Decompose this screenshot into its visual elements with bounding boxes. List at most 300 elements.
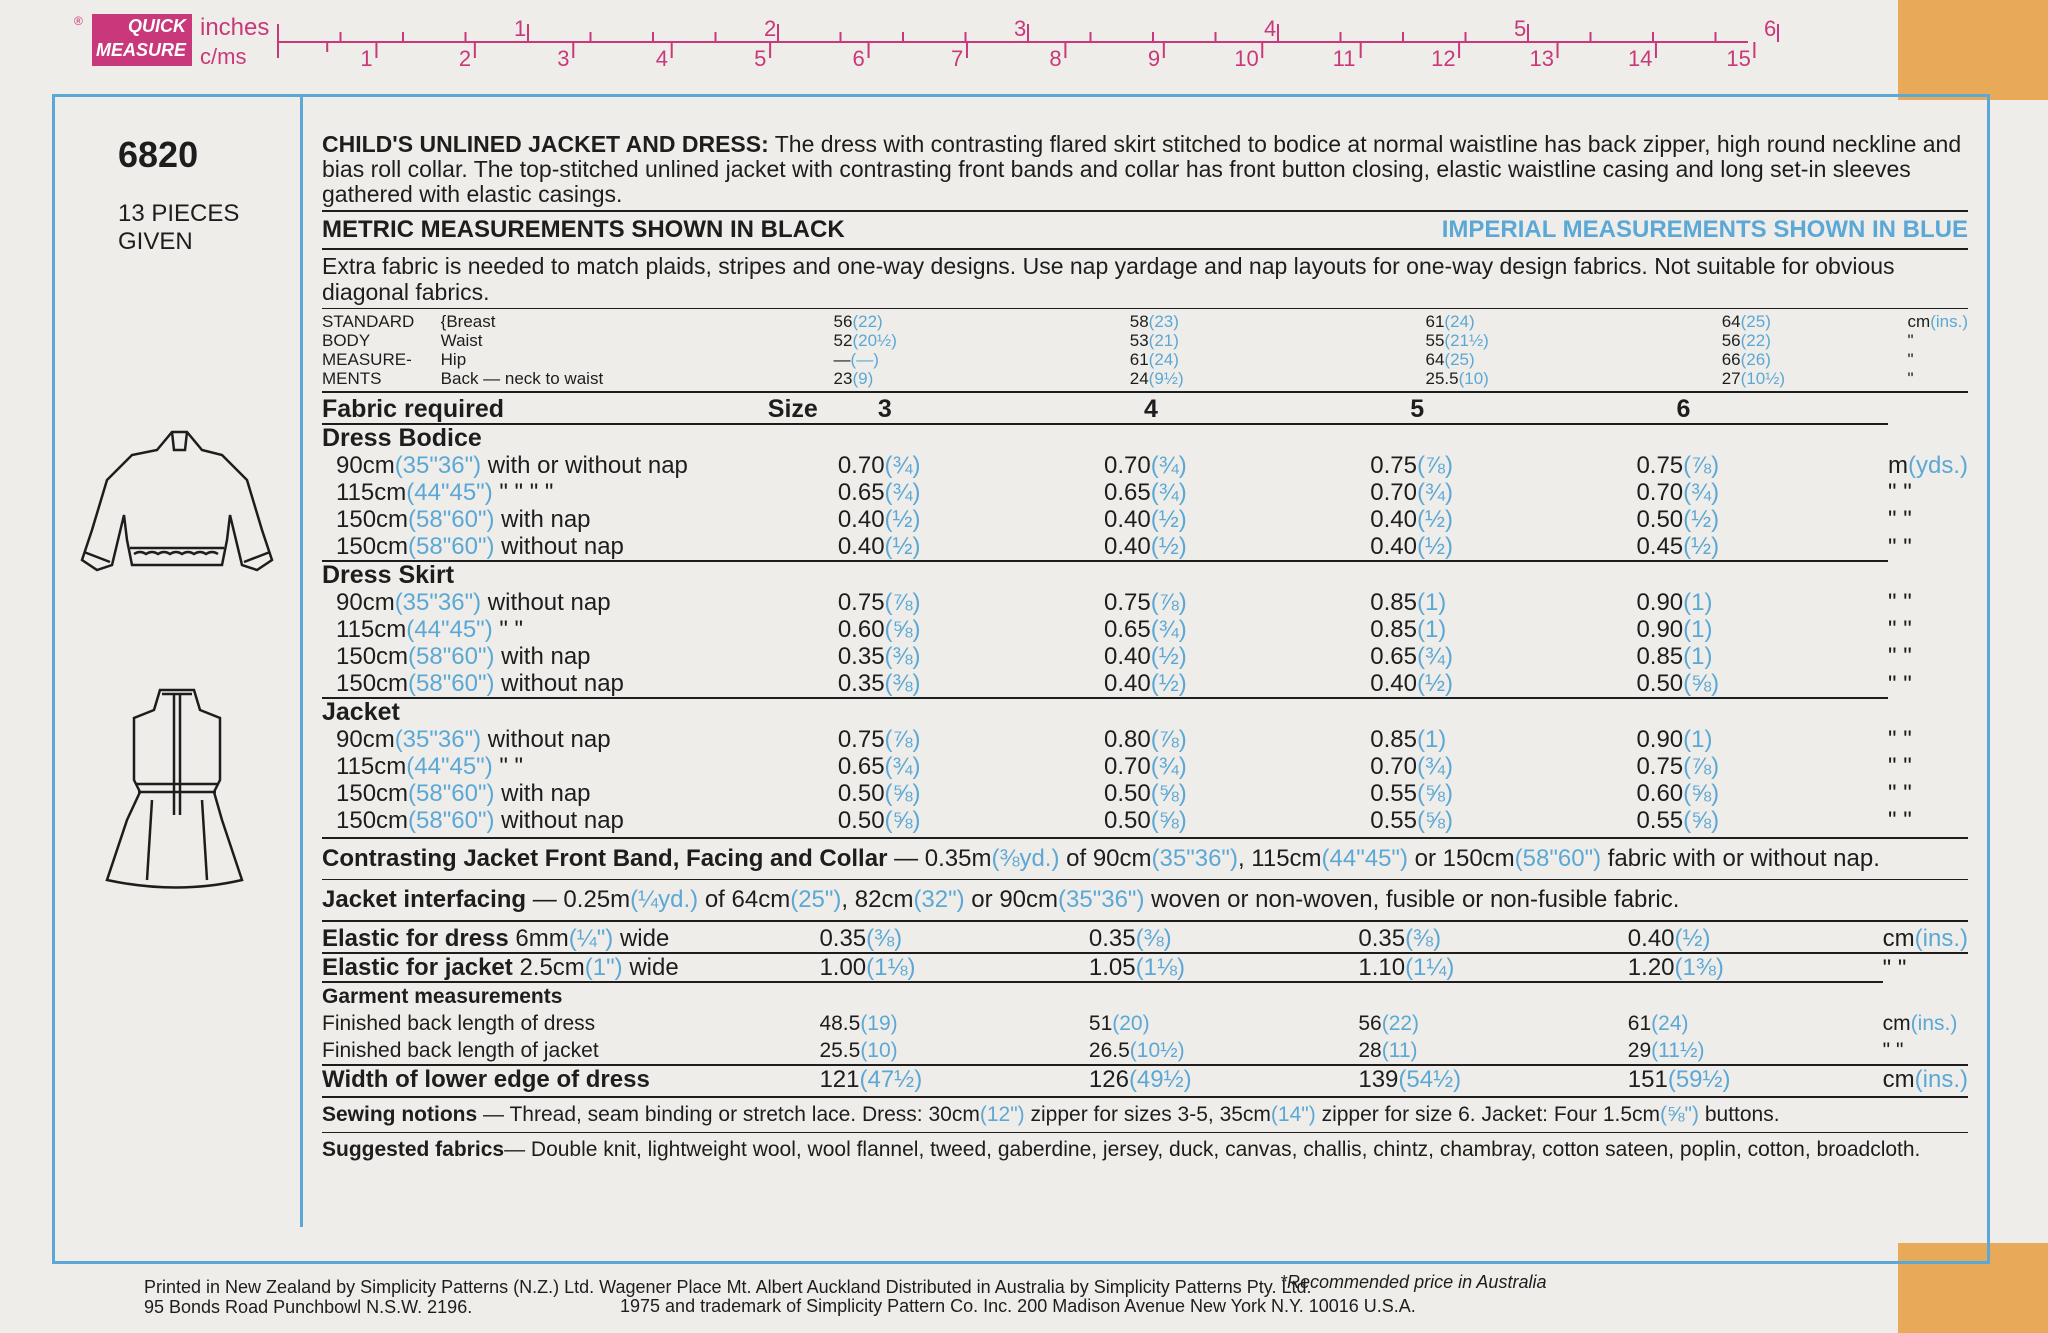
fabric-width-metric: 115cm [336,479,407,506]
fabric-required-text: Fabric required [322,395,504,423]
body-measure-value-metric: 23 [833,369,853,388]
fabric-amount [838,753,1104,780]
body-measure-heading [322,350,441,369]
body-measure-value-metric: 53 [1129,331,1149,350]
fabric-amount-metric: 0.50 [1636,670,1684,697]
width-lower-label [322,1065,819,1093]
fabric-amount-metric: 0.35 [837,670,885,697]
elastic-jacket-value [1358,953,1627,982]
elastic-dress-suffix: wide [619,925,670,952]
fabric-amount [1104,589,1370,616]
elastic-dress-value [819,925,1088,953]
garment-row [322,1010,1968,1037]
fabric-amount-metric: 0.70 [1104,753,1151,780]
cm-number: 5 [754,46,767,71]
fabric-unit [1888,452,1968,479]
fabric-amount-imperial: (½) [884,533,921,560]
body-measure-value-metric: — [833,350,851,369]
body-measure-row [322,312,1968,331]
description [322,132,1968,207]
garment-unit [1883,1037,1968,1065]
section-title-row [322,424,1968,452]
inch-number: 5 [1514,16,1527,41]
elastic-jacket-value-metric: 1.20 [1627,954,1675,981]
body-measure-value-imperial: (21½) [1444,331,1489,350]
elastic-dress-value-metric: 0.40 [1627,925,1675,952]
fabric-amount [1104,726,1370,753]
elastic-jacket-value-imperial: (1⅛) [866,954,916,981]
spacer [481,589,488,616]
body-measure-value-metric: 56 [833,312,853,331]
quick-measure-ruler [74,14,1777,71]
fabric-amount-imperial: (½) [1683,506,1720,533]
unit-metric: " " [1888,670,1912,698]
fabric-amount-imperial: (½) [1150,506,1187,533]
elastic-dress-value-metric: 0.35 [819,925,867,952]
envelope-corner-top-right [1898,0,2048,100]
garment-value [1358,1010,1627,1037]
body-measurements-table [322,312,1968,388]
interfacing-text: woven or non-woven, fusible or non-fusible fabric. [1144,886,1680,913]
fabric-amount [1636,807,1888,834]
fabric-amount [1636,780,1888,807]
body-measure-value-imperial: (9½) [1148,369,1184,388]
fabric-unit [1888,589,1968,616]
fabric-amount [1370,589,1636,616]
fabric-amount-imperial: (¾) [1150,616,1187,643]
fabric-amount-metric: 0.80 [1104,726,1151,753]
fabric-amount-metric: 0.55 [1370,807,1417,834]
fabric-width [322,807,838,834]
body-measure-value-metric: 27 [1721,369,1741,388]
fabric-amount [1370,506,1636,533]
elastic-jacket-value [1089,953,1358,982]
fabrics-text: — Double knit, lightweight wool, wool flannel, tweed, gaberdine, jersey, duck, canvas, challis, chintz, chambray, cotton sateen, poplin, cotton, broadcloth. [504,1138,1921,1161]
fabric-amount-metric: 0.65 [1370,643,1417,670]
unit-metric: " " [1882,954,1907,982]
fabric-unit [1888,726,1968,753]
fabric-width-imperial: (58"60") [408,807,495,834]
fabric-amount-imperial: (⅝) [1683,670,1720,697]
unit-metric: " [1907,369,1914,388]
divider [322,1096,1968,1098]
body-measure-heading-line: MEASURE- [322,350,412,369]
size-header [1104,396,1370,424]
fabric-amount-imperial: (⅝) [1150,807,1187,834]
body-measure-heading [322,331,441,350]
fabric-requirements-table [322,396,1968,834]
fabric-width-metric: 150cm [336,807,409,834]
elastic-dress-width-imperial: (¼") [568,925,614,952]
fabric-amount-imperial: (⅞) [1150,589,1187,616]
size-header [1636,396,1888,424]
fabric-amount-metric: 0.90 [1636,589,1684,616]
cm-number: 4 [655,46,668,71]
size-header [1370,396,1636,424]
fabric-width-metric: 90cm [336,452,395,479]
body-measure-value [834,350,1130,369]
fabric-amount [1370,780,1636,807]
section-title [322,424,1888,452]
fabric-amount-metric: 0.75 [1636,452,1684,479]
fabric-amount-imperial: (⅝) [1416,807,1453,834]
spacer [481,726,488,753]
fabric-amount-metric: 0.65 [837,753,885,780]
fabric-nap-desc: " " [499,753,524,780]
cm-number: 14 [1627,46,1653,71]
fabric-amount-metric: 0.50 [1104,780,1151,807]
elastic-dress-label [322,925,819,953]
fabric-amount [1370,670,1636,698]
width-lower-unit [1883,1065,1968,1093]
fabric-unit [1888,643,1968,670]
fabric-width [322,479,838,506]
unit-metric: " " [1888,807,1912,834]
width-lower-value-imperial: (59½) [1667,1066,1731,1093]
body-measure-value-imperial: (24) [1444,312,1475,331]
fabric-amount [1370,807,1636,834]
body-measure-heading [322,312,441,331]
width-lower-value-metric: 126 [1088,1066,1129,1093]
body-measure-value [834,369,1130,388]
elastic-jacket-value-metric: 1.00 [819,954,867,981]
fabric-width-metric: 90cm [336,589,395,616]
garment-label-text: Finished back length of jacket [322,1039,599,1062]
garment-value-metric: 48.5 [819,1012,861,1035]
fabric-amount-metric: 0.85 [1370,589,1417,616]
contrasting-text: fabric with or without nap. [1601,845,1880,872]
elastic-jacket-unit [1883,953,1968,982]
fabric-amount-metric: 0.70 [1370,753,1417,780]
body-measure-value [834,312,1130,331]
body-measure-value-imperial: (21) [1148,331,1179,350]
fabric-amount-imperial: (1) [1416,616,1447,643]
fabric-amount-imperial: (¾) [884,479,921,506]
fabric-width-metric: 115cm [336,753,407,780]
garment-value-imperial: (19) [860,1012,898,1035]
fabric-amount-imperial: (¾) [1416,643,1453,670]
measurement-legend [322,215,1968,245]
fabric-amount-metric: 0.85 [1636,643,1684,670]
fabric-amount [838,780,1104,807]
fabric-amount-metric: 0.70 [1370,479,1417,506]
cm-number: 15 [1726,46,1751,71]
body-measure-name: Waist [440,331,483,350]
fabric-amount-imperial: (½) [1416,506,1453,533]
fabric-amount-metric: 0.70 [1104,452,1151,479]
fabric-width-imperial: (58"60") [408,643,495,670]
contrasting-imperial: (58"60") [1514,845,1602,872]
fabric-width [322,589,838,616]
ruler-ticks [88,14,1777,71]
contrasting-text: or 150cm [1407,845,1515,872]
fabric-amount [1104,506,1370,533]
dress-back-illustration [92,680,262,895]
body-measure-label [441,350,834,369]
elastic-dress-title: Elastic for dress [322,925,509,952]
fabric-width-metric: 150cm [336,670,409,697]
body-measure-label [441,312,834,331]
elastic-dress-value-imperial: (⅜) [1135,925,1172,952]
body-measure-unit [1908,331,1968,350]
fabric-row [322,452,1968,479]
fabric-width-metric: 115cm [336,616,407,643]
contrasting-label: Contrasting Jacket Front Band, Facing and Collar [322,845,888,872]
fabric-amount [1370,643,1636,670]
body-measure-value [1426,331,1722,350]
fabric-amount [838,533,1104,561]
fabric-amount-imperial: (¾) [1150,479,1187,506]
body-measure-value-metric: 52 [833,331,853,350]
garment-value [1628,1037,1883,1065]
size-label [732,396,837,424]
fabric-row [322,589,1968,616]
elastic-jacket-suffix: wide [629,954,679,981]
fabric-width-imperial: (35"36") [394,452,482,479]
body-measure-value-metric: 61 [1129,350,1149,369]
fabric-width-metric: 150cm [336,643,409,670]
cm-number: 12 [1431,46,1456,71]
garment-value [1089,1010,1358,1037]
fabric-row [322,807,1968,834]
notions-text: zipper for sizes 3-5, 35cm [1024,1103,1271,1126]
fabric-amount-imperial: (½) [1150,670,1187,697]
body-measure-value [1426,369,1722,388]
fabric-amount [838,506,1104,533]
fabric-amount-metric: 0.70 [837,452,885,479]
divider [322,210,1968,212]
fabric-row [322,670,1968,698]
unit-imperial: (ins.) [1930,312,1968,331]
fabric-amount-metric: 0.75 [837,726,885,753]
garment-label [322,1010,819,1037]
body-measure-value-metric: 58 [1129,312,1149,331]
elastic-jacket-value [1628,953,1883,982]
unit-metric: " " [1888,533,1912,561]
garment-value-metric: 26.5 [1088,1039,1130,1062]
fabric-unit [1888,616,1968,643]
body-measure-value-imperial: (10½) [1740,369,1786,388]
fabric-width [322,780,838,807]
garment-title-text: Garment measurements [322,985,563,1008]
fabric-amount-imperial: (½) [1683,533,1720,560]
body-measure-label [441,369,834,388]
fabric-amount [838,726,1104,753]
fabric-header-row [322,396,1968,424]
spacer [613,925,620,952]
contrasting-imperial: (44"45") [1321,845,1408,872]
fabric-nap-desc: with nap [501,643,591,670]
fabric-amount-metric: 0.75 [837,589,885,616]
width-lower-value [1358,1065,1627,1093]
fabric-amount-imperial: (⅞) [1416,452,1453,479]
fabric-amount-metric: 0.40 [1104,643,1151,670]
fabric-unit [1888,780,1968,807]
fabric-amount [1104,643,1370,670]
fabric-amount-metric: 0.55 [1636,807,1684,834]
elastic-jacket [322,953,1968,982]
elastic-dress-unit [1883,925,1968,953]
fabric-amount-imperial: (⅜) [884,643,921,670]
body-measure-value-metric: 64 [1721,312,1741,331]
fabric-amount-metric: 0.50 [1104,807,1151,834]
fabric-width-imperial: (44"45") [406,479,493,506]
fabric-row [322,506,1968,533]
fabric-nap-desc: with or without nap [487,452,688,479]
body-measure-value [1722,369,1908,388]
price-note: *Recommended price in Australia [1280,1272,1547,1292]
notions-text: — Thread, seam binding or stretch lace. Dress: 30cm [477,1103,980,1126]
contrasting-imperial: (⅜yd.) [991,845,1060,872]
body-measure-value [834,331,1130,350]
elastic-jacket-width-imperial: (1") [584,954,623,981]
fabric-width-imperial: (44"45") [406,616,493,643]
garment-label [322,1037,819,1065]
fabric-width-imperial: (35"36") [394,589,482,616]
frame-divider [300,97,303,1227]
contrasting-imperial: (35"36") [1151,845,1238,872]
elastic-dress-value-metric: 0.35 [1088,925,1136,952]
fabric-width [322,506,838,533]
body-measure-value [1722,350,1908,369]
garment-value [1089,1037,1358,1065]
fabric-nap-desc: " " " " [499,479,554,506]
elastic-dress-value-imperial: (½) [1674,925,1711,952]
divider [322,837,1968,839]
body-measure-row [322,350,1968,369]
fabric-amount [838,616,1104,643]
width-lower-value-imperial: (54½) [1398,1066,1462,1093]
section-title [322,561,1888,589]
fabric-amount [838,807,1104,834]
unit-imperial: (ins.) [1914,925,1968,952]
interfacing-imperial: (35"36") [1058,886,1145,913]
garment-value [1358,1037,1627,1065]
elastic-dress-value-imperial: (⅜) [1405,925,1442,952]
fabric-nap-desc: without nap [501,807,624,834]
body-measure-value [1130,331,1426,350]
fabric-amount-imperial: (⅝) [884,616,921,643]
unit-metric: cm [1882,1012,1911,1035]
body-measure-value [1722,331,1908,350]
garment-title [322,982,1883,1010]
fabric-unit [1888,533,1968,561]
body-measure-name: Back — neck to waist [440,369,604,388]
trademark-line: 1975 and trademark of Simplicity Pattern Co. Inc. 200 Madison Avenue New York N.Y. 10016 U.S.A. [620,1296,1416,1316]
body-measure-value [1130,312,1426,331]
fabric-row [322,780,1968,807]
body-measure-name: Breast [446,312,496,331]
section-title-row [322,698,1968,726]
printer-line-1: Printed in New Zealand by Simplicity Patterns (N.Z.) Ltd. Wagener Place Mt. Albert Auckland Distributed in Australia by Simplicity Patterns Pty. Ltd. [144,1277,1312,1297]
notions-imperial: (14") [1270,1103,1316,1126]
inch-number: 1 [514,16,527,41]
fabric-amount-metric: 0.75 [1104,589,1151,616]
cms-label: c/ms [200,44,247,69]
fabric-amount [838,589,1104,616]
body-measure-value-imperial: (26) [1740,350,1771,369]
body-measure-value-metric: 61 [1425,312,1445,331]
jacket-back-illustration [62,420,292,590]
body-measure-heading-line: BODY [322,331,371,350]
width-lower-value-imperial: (47½) [859,1066,923,1093]
inch-number: 4 [1264,16,1277,41]
contrasting-text: , 115cm [1237,845,1322,872]
body-measure-row [322,331,1968,350]
fabric-amount-imperial: (⅞) [884,726,921,753]
body-measure-value-imperial: (25) [1444,350,1475,369]
section-title-row [322,561,1968,589]
elastic-dress [322,925,1968,953]
fabric-width [322,726,838,753]
inch-number: 2 [764,16,777,41]
unit-metric: " " [1888,726,1912,753]
body-measure-value-imperial: (24) [1148,350,1179,369]
cm-number: 1 [360,46,373,71]
elastic-and-garment-table [322,925,1968,1093]
fabric-amount [1370,753,1636,780]
fabric-amount-metric: 0.85 [1370,616,1417,643]
description-title: CHILD'S UNLINED JACKET AND DRESS: [322,131,769,157]
fabric-unit [1888,753,1968,780]
divider [322,879,1968,880]
fabric-amount-imperial: (⅞) [1683,452,1720,479]
fabric-amount [1636,479,1888,506]
fabric-amount-imperial: (¾) [1150,753,1187,780]
fabric-width [322,670,838,698]
garment-value [1628,1010,1883,1037]
fabric-amount-metric: 0.40 [1370,670,1417,697]
fabric-amount-metric: 0.65 [1104,479,1151,506]
body-measure-value-metric: 66 [1721,350,1741,369]
elastic-dress-value-imperial: (⅜) [866,925,903,952]
fabric-amount-imperial: (¾) [884,452,921,479]
fabric-amount-metric: 0.50 [837,780,885,807]
fabric-amount [1636,533,1888,561]
fabric-amount-imperial: (¾) [1150,452,1187,479]
unit-metric: cm [1882,1066,1915,1093]
garment-value-imperial: (10) [860,1039,898,1062]
body-measure-unit [1908,369,1968,388]
fabric-amount-metric: 0.60 [1636,780,1684,807]
body-measure-value-imperial: (10) [1458,369,1489,388]
section-title-text: Dress Skirt [322,561,455,589]
elastic-dress-value [1628,925,1883,953]
unit-metric: cm [1882,925,1915,952]
fabric-amount [1636,643,1888,670]
fabric-amount-imperial: (⅝) [884,780,921,807]
garment-title-row [322,982,1968,1010]
fabric-width [322,616,838,643]
size-number: 6 [1676,395,1691,423]
unit-imperial: (yds.) [1908,452,1968,479]
elastic-dress-value [1089,925,1358,953]
fabric-amount [1370,479,1636,506]
fabric-amount-imperial: (1) [1683,589,1713,616]
fabric-amount [838,670,1104,698]
width-lower-value [819,1065,1088,1093]
fabric-amount-metric: 0.40 [1370,506,1417,533]
body-measure-value-metric: 64 [1425,350,1445,369]
unit-imperial: (ins.) [1914,1066,1968,1093]
width-lower-value-metric: 151 [1627,1066,1668,1093]
body-measure-heading-line: STANDARD [322,312,415,331]
body-measure-value-imperial: (22) [1740,331,1771,350]
width-lower-value [1089,1065,1358,1093]
unit-metric: " " [1888,753,1912,780]
fabric-unit [1888,479,1968,506]
cm-number: 2 [458,46,472,71]
